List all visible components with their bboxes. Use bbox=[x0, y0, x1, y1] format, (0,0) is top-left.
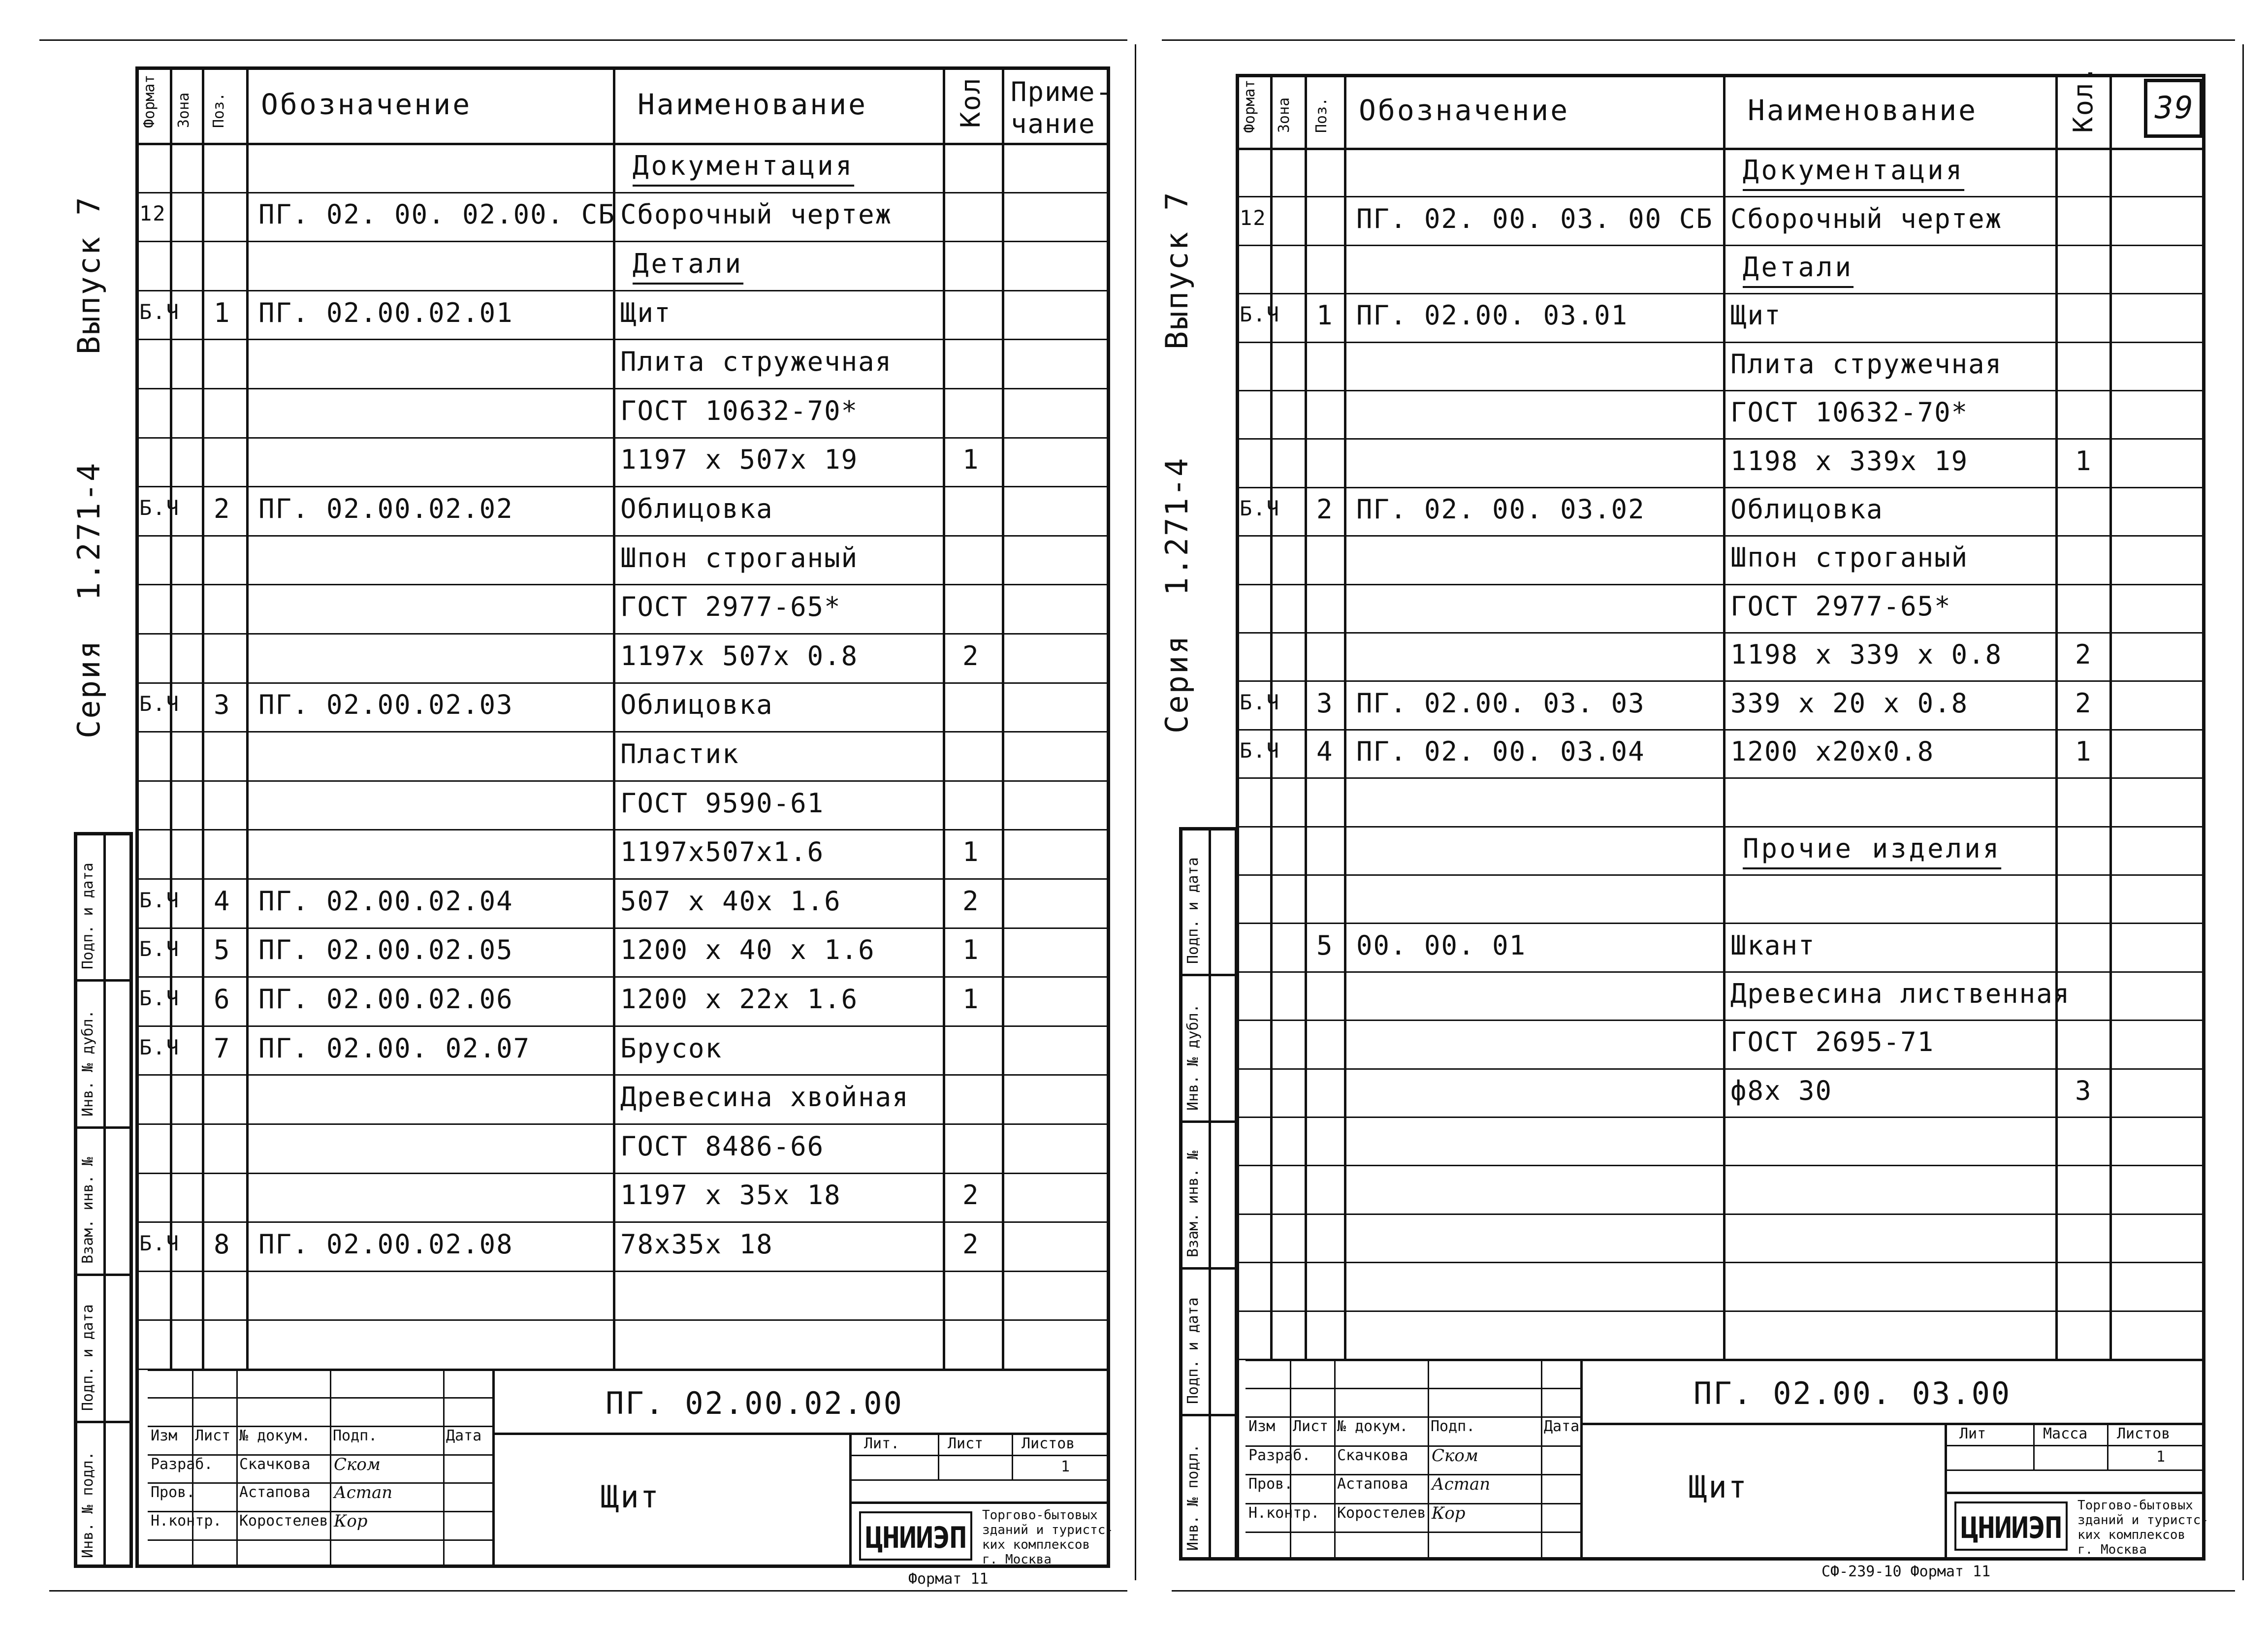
signature: Астап bbox=[334, 1483, 393, 1503]
row-rule bbox=[135, 682, 1110, 684]
title-col-head: Изм bbox=[151, 1427, 178, 1444]
row-name: 1198 x 339 x 0.8 bbox=[1730, 639, 2003, 670]
row-format: 12 bbox=[1240, 205, 1267, 230]
row-quantity: 2 bbox=[2075, 687, 2092, 719]
row-rule bbox=[1236, 777, 2205, 779]
row-designation: ПГ. 02. 00. 03.04 bbox=[1356, 736, 1645, 767]
sheet-right-edge bbox=[1135, 44, 1136, 1580]
row-position: 4 bbox=[1316, 736, 1334, 767]
row-name: Облицовка bbox=[1730, 494, 1884, 525]
strip-label: Инв. № дубл. bbox=[1184, 1004, 1202, 1111]
row-designation: ПГ. 02.00.02.01 bbox=[258, 297, 513, 328]
title-grid-col bbox=[1428, 1359, 1429, 1561]
row-rule bbox=[135, 339, 1110, 340]
row-rule bbox=[1236, 923, 2205, 924]
row-rule bbox=[135, 633, 1110, 635]
row-name: Щит bbox=[1730, 300, 1782, 331]
row-quantity: 1 bbox=[962, 836, 980, 868]
drawing-code: ПГ. 02.00.02.00 bbox=[606, 1385, 903, 1421]
title-col-head: № докум. bbox=[239, 1427, 311, 1444]
row-position: 3 bbox=[1316, 687, 1334, 719]
series-word-label: Серия bbox=[71, 639, 107, 738]
signature: Ском bbox=[334, 1454, 381, 1474]
row-position: 1 bbox=[1316, 300, 1334, 331]
signer-name: Скачкова bbox=[239, 1455, 311, 1473]
lit-col bbox=[1012, 1433, 1013, 1479]
row-rule bbox=[135, 731, 1110, 733]
series-word-label: Серия bbox=[1159, 634, 1195, 734]
title-col-head: № докум. bbox=[1337, 1418, 1408, 1436]
row-name: 1197 x 507x 19 bbox=[620, 444, 859, 476]
organisation-line: г. Москва bbox=[2077, 1542, 2147, 1557]
row-format: 12 bbox=[139, 201, 166, 226]
row-designation: ПГ. 02. 00. 02.00. СБ bbox=[258, 199, 615, 230]
lit-head: Листов bbox=[1022, 1435, 1075, 1452]
row-designation: ПГ. 02.00.02.08 bbox=[258, 1229, 513, 1260]
title-grid-col bbox=[1541, 1359, 1542, 1561]
row-rule bbox=[1236, 729, 2205, 731]
format-note: Формат 11 bbox=[908, 1570, 989, 1588]
row-format: Б.Ч bbox=[139, 1035, 180, 1059]
row-format: Б.Ч bbox=[139, 299, 180, 324]
section-heading: Прочие изделия bbox=[1743, 832, 2002, 864]
title-block-split bbox=[1580, 1359, 1583, 1561]
row-rule bbox=[135, 927, 1110, 929]
strip-rule bbox=[1179, 1120, 1238, 1123]
row-quantity: 2 bbox=[962, 1180, 980, 1211]
row-format: Б.Ч bbox=[139, 496, 180, 520]
row-rule bbox=[135, 290, 1110, 291]
signer-name: Астапова bbox=[1337, 1475, 1408, 1493]
title-grid-rule bbox=[1246, 1474, 1580, 1475]
organisation-line: ких комплексов bbox=[2077, 1528, 2186, 1542]
row-rule bbox=[1236, 535, 2205, 537]
lit-col bbox=[2033, 1423, 2035, 1469]
drawing-title: Щит bbox=[601, 1479, 660, 1515]
row-name: ГОСТ 2977-65* bbox=[620, 591, 841, 623]
row-rule bbox=[135, 192, 1110, 193]
issue-label: Выпуск 7 bbox=[71, 195, 107, 354]
row-designation: ПГ. 02.00.02.03 bbox=[258, 689, 513, 721]
strip-label: Инв. № подл. bbox=[79, 1451, 96, 1558]
header-name: Наименование bbox=[638, 87, 868, 121]
signature: Кор bbox=[1432, 1503, 1466, 1523]
header-zone: Зона bbox=[175, 92, 192, 128]
signer-role: Разраб. bbox=[151, 1455, 213, 1473]
lit-head: Лист bbox=[948, 1435, 984, 1452]
drawing-title: Щит bbox=[1689, 1469, 1748, 1505]
strip-label: Подп. и дата bbox=[1184, 857, 1202, 964]
row-quantity: 2 bbox=[2075, 639, 2092, 670]
signer-role: Пров. bbox=[151, 1484, 195, 1501]
section-heading: Документация bbox=[1743, 155, 1965, 186]
title-block-top bbox=[148, 1369, 1110, 1371]
strip-label: Подп. и дата bbox=[79, 1304, 96, 1411]
header-note: Приме-чание bbox=[1011, 76, 1113, 139]
row-quantity: 2 bbox=[962, 1229, 980, 1260]
row-format: Б.Ч bbox=[139, 888, 180, 912]
institute-logo: ЦНИИЭП bbox=[859, 1511, 972, 1561]
row-name: Шпон строганый bbox=[1730, 542, 1969, 574]
row-rule bbox=[1236, 487, 2205, 488]
sheet-top-edge bbox=[39, 39, 1127, 41]
row-rule bbox=[1236, 196, 2205, 197]
row-rule bbox=[135, 780, 1110, 782]
header-qty: Кол bbox=[955, 77, 986, 128]
row-position: 7 bbox=[214, 1032, 231, 1064]
signer-role: Разраб. bbox=[1248, 1446, 1311, 1464]
title-grid-col bbox=[443, 1369, 445, 1568]
lit-block-divider bbox=[849, 1433, 852, 1568]
row-rule bbox=[135, 1271, 1110, 1272]
row-format: Б.Ч bbox=[139, 692, 180, 716]
header-designation: Обозначение bbox=[261, 87, 472, 121]
row-name: Щит bbox=[620, 297, 671, 328]
row-rule bbox=[1236, 245, 2205, 246]
row-rule bbox=[1236, 1117, 2205, 1118]
strip-divider bbox=[1209, 827, 1211, 1561]
title-col-head: Лист bbox=[1293, 1418, 1329, 1436]
row-name: 1200 x 22x 1.6 bbox=[620, 984, 859, 1015]
lit-rule bbox=[1945, 1469, 2205, 1471]
header-name: Наименование bbox=[1748, 94, 1978, 127]
row-format: Б.Ч bbox=[1240, 738, 1280, 763]
header-format: Формат bbox=[1241, 79, 1258, 133]
lit-rule bbox=[849, 1455, 1110, 1456]
row-name: 78x35x 18 bbox=[620, 1229, 773, 1260]
row-quantity: 1 bbox=[962, 984, 980, 1015]
row-name: ГОСТ 10632-70* bbox=[1730, 397, 1969, 428]
sheet-right-edge bbox=[2242, 44, 2244, 1580]
row-position: 1 bbox=[214, 297, 231, 328]
series-number-label: 1.271-4 bbox=[1159, 456, 1195, 596]
title-grid-rule bbox=[148, 1482, 492, 1484]
lit-head: Масса bbox=[2043, 1425, 2088, 1442]
strip-label: Инв. № дубл. bbox=[79, 1010, 96, 1117]
row-name: 1198 x 339x 19 bbox=[1730, 445, 1969, 477]
organisation-line: Торгово-бытовых bbox=[2077, 1498, 2193, 1513]
row-designation: ПГ. 02.00.02.05 bbox=[258, 934, 513, 966]
row-quantity: 2 bbox=[962, 885, 980, 917]
row-name: ГОСТ 2695-71 bbox=[1730, 1026, 1935, 1058]
row-rule bbox=[135, 878, 1110, 880]
sheet-bottom-edge bbox=[1172, 1590, 2235, 1592]
title-col-head: Дата bbox=[1544, 1418, 1580, 1436]
title-grid-rule bbox=[1246, 1532, 1580, 1533]
row-quantity: 1 bbox=[962, 934, 980, 966]
strip-label: Взам. инв. № bbox=[79, 1157, 96, 1264]
row-rule bbox=[1236, 342, 2205, 343]
header-rule bbox=[1236, 148, 2205, 150]
row-rule bbox=[135, 829, 1110, 830]
row-format: Б.Ч bbox=[1240, 302, 1280, 327]
row-name: Сборочный чертеж bbox=[620, 199, 893, 230]
lit-col bbox=[938, 1433, 939, 1479]
signer-name: Скачкова bbox=[1337, 1446, 1408, 1464]
title-grid-rule bbox=[148, 1397, 492, 1399]
row-rule bbox=[135, 1025, 1110, 1027]
row-name: Пластик bbox=[620, 738, 739, 769]
signer-name: Коростелев bbox=[239, 1512, 328, 1530]
row-quantity: 1 bbox=[962, 444, 980, 476]
header-designation: Обозначение bbox=[1359, 94, 1570, 127]
row-format: Б.Ч bbox=[1240, 496, 1280, 520]
strip-divider bbox=[103, 832, 106, 1568]
row-name: Брусок bbox=[620, 1032, 723, 1064]
spec-table-frame bbox=[1236, 74, 2205, 1561]
strip-label: Подп. и дата bbox=[1184, 1297, 1202, 1404]
lit-rule bbox=[1945, 1492, 2205, 1494]
title-col-head: Подп. bbox=[333, 1427, 378, 1444]
row-rule bbox=[135, 388, 1110, 389]
header-rule bbox=[135, 143, 1110, 145]
signer-name: Астапова bbox=[239, 1484, 311, 1501]
row-rule bbox=[135, 1074, 1110, 1076]
row-quantity: 3 bbox=[2075, 1075, 2092, 1106]
format-note: СФ-239-10 Формат 11 bbox=[1821, 1563, 1991, 1580]
row-name: ГОСТ 2977-65* bbox=[1730, 590, 1951, 622]
lit-col bbox=[2107, 1423, 2108, 1469]
title-grid-col bbox=[330, 1369, 331, 1568]
header-qty: Кол. bbox=[2068, 64, 2099, 133]
signature: Ском bbox=[1432, 1445, 1478, 1466]
row-name: Плита стружечная bbox=[1730, 348, 2003, 380]
row-rule bbox=[1236, 1020, 2205, 1021]
row-designation: ПГ. 02.00.02.04 bbox=[258, 885, 513, 917]
title-grid-rule bbox=[148, 1539, 492, 1541]
page-number: 39 bbox=[2155, 90, 2195, 126]
title-block-top bbox=[1246, 1359, 2205, 1361]
strip-label: Инв. № подл. bbox=[1184, 1444, 1202, 1551]
header-pos: Поз. bbox=[1313, 97, 1330, 133]
row-rule bbox=[1236, 826, 2205, 828]
header-pos: Поз. bbox=[210, 92, 227, 128]
row-name: Облицовка bbox=[620, 689, 773, 721]
signer-role: Н.контр. bbox=[1248, 1504, 1320, 1522]
row-name: 1200 x20x0.8 bbox=[1730, 736, 1935, 767]
row-format: Б.Ч bbox=[1240, 690, 1280, 714]
title-grid-col bbox=[236, 1369, 238, 1568]
strip-rule bbox=[74, 1421, 133, 1423]
sheets-count: 1 bbox=[2156, 1448, 2166, 1466]
strip-rule bbox=[74, 1274, 133, 1276]
row-designation: ПГ. 02.00.02.06 bbox=[258, 984, 513, 1015]
row-rule bbox=[1236, 390, 2205, 391]
row-designation: ПГ. 02.00. 03. 03 bbox=[1356, 687, 1645, 719]
row-format: Б.Ч bbox=[139, 937, 180, 961]
title-grid-col bbox=[1334, 1359, 1336, 1561]
row-rule bbox=[135, 584, 1110, 585]
row-position: 8 bbox=[214, 1229, 231, 1260]
section-heading: Детали bbox=[1743, 252, 1854, 283]
row-position: 5 bbox=[1316, 929, 1334, 961]
row-designation: ПГ. 02. 00. 03.02 bbox=[1356, 494, 1645, 525]
row-rule bbox=[1236, 874, 2205, 876]
row-name: ГОСТ 10632-70* bbox=[620, 395, 859, 426]
section-heading: Документация bbox=[633, 150, 855, 181]
strip-rule bbox=[1179, 974, 1238, 976]
row-format: Б.Ч bbox=[139, 1231, 180, 1255]
row-designation: ПГ. 02.00. 03.01 bbox=[1356, 300, 1629, 331]
row-rule bbox=[135, 241, 1110, 242]
signer-role: Пров. bbox=[1248, 1475, 1293, 1493]
strip-label: Взам. инв. № bbox=[1184, 1150, 1202, 1257]
sheets-count: 1 bbox=[1061, 1458, 1070, 1475]
title-col-head: Подп. bbox=[1431, 1418, 1475, 1436]
row-name: Облицовка bbox=[620, 493, 773, 524]
strip-rule bbox=[1179, 1267, 1238, 1270]
row-name: Древесина хвойная bbox=[620, 1082, 909, 1113]
lit-head: Листов bbox=[2117, 1425, 2171, 1442]
row-name: Плита стружечная bbox=[620, 346, 893, 378]
organisation-line: зданий и туристс- bbox=[2077, 1513, 2209, 1528]
row-rule bbox=[1236, 293, 2205, 294]
sheet-top-edge bbox=[1162, 39, 2235, 41]
row-position: 5 bbox=[214, 934, 231, 966]
strip-rule bbox=[1179, 1414, 1238, 1416]
row-position: 6 bbox=[214, 984, 231, 1015]
strip-rule bbox=[74, 979, 133, 982]
signature: Кор bbox=[334, 1511, 368, 1532]
title-code-rule bbox=[492, 1433, 1110, 1435]
row-rule bbox=[1236, 1165, 2205, 1166]
row-name: 1197x507x1.6 bbox=[620, 836, 825, 868]
row-rule bbox=[1236, 584, 2205, 585]
row-rule bbox=[1236, 438, 2205, 440]
row-position: 2 bbox=[1316, 494, 1334, 525]
row-rule bbox=[1236, 971, 2205, 973]
row-rule bbox=[1236, 1068, 2205, 1070]
row-quantity: 2 bbox=[962, 640, 980, 671]
title-col-head: Дата bbox=[446, 1427, 482, 1444]
lit-head: Лит. bbox=[864, 1435, 900, 1452]
drawing-code: ПГ. 02.00. 03.00 bbox=[1693, 1375, 2012, 1411]
title-code-rule bbox=[1580, 1423, 2205, 1425]
title-col-head: Изм bbox=[1248, 1418, 1276, 1436]
row-rule bbox=[135, 1123, 1110, 1125]
title-col-head: Лист bbox=[195, 1427, 231, 1444]
series-number-label: 1.271-4 bbox=[71, 461, 107, 601]
row-rule bbox=[135, 1221, 1110, 1223]
signer-role: Н.контр. bbox=[151, 1512, 222, 1530]
sheet-bottom-edge bbox=[49, 1590, 1127, 1592]
row-position: 3 bbox=[214, 689, 231, 721]
row-rule bbox=[1236, 1213, 2205, 1215]
row-designation: ПГ. 02.00. 02.07 bbox=[258, 1032, 531, 1064]
lit-rule bbox=[1945, 1445, 2205, 1446]
row-rule bbox=[1236, 680, 2205, 682]
row-designation: 00. 00. 01 bbox=[1356, 929, 1527, 961]
row-name: Сборочный чертеж bbox=[1730, 203, 2003, 234]
strip-rule bbox=[74, 1126, 133, 1129]
title-block-split bbox=[492, 1369, 495, 1568]
row-rule bbox=[135, 976, 1110, 978]
row-format: Б.Ч bbox=[139, 986, 180, 1010]
row-rule bbox=[1236, 632, 2205, 634]
lit-rule bbox=[849, 1501, 1110, 1504]
row-name: Древесина лиственная bbox=[1730, 978, 2071, 1009]
row-rule bbox=[1236, 1310, 2205, 1312]
row-designation: ПГ. 02. 00. 03. 00 СБ bbox=[1356, 203, 1713, 234]
row-name: 1200 x 40 x 1.6 bbox=[620, 934, 875, 966]
signer-name: Коростелев bbox=[1337, 1504, 1426, 1522]
row-name: 339 x 20 x 0.8 bbox=[1730, 687, 1969, 719]
section-heading: Детали bbox=[633, 248, 744, 279]
row-rule bbox=[135, 1319, 1110, 1321]
organisation-line: Торгово-бытовых bbox=[982, 1508, 1098, 1523]
strip-label: Подп. и дата bbox=[79, 862, 96, 969]
header-format: Формат bbox=[141, 74, 158, 128]
row-name: ГОСТ 9590-61 bbox=[620, 787, 825, 819]
row-rule bbox=[135, 437, 1110, 439]
issue-label: Выпуск 7 bbox=[1159, 191, 1195, 350]
institute-logo: ЦНИИЭП bbox=[1954, 1501, 2068, 1551]
row-name: 1197x 507x 0.8 bbox=[620, 640, 859, 671]
row-designation: ПГ. 02.00.02.02 bbox=[258, 493, 513, 524]
row-name: Шкант bbox=[1730, 929, 1816, 961]
row-position: 2 bbox=[214, 493, 231, 524]
row-name: 507 x 40x 1.6 bbox=[620, 885, 841, 917]
header-zone: Зона bbox=[1276, 97, 1293, 133]
row-position: 4 bbox=[214, 885, 231, 917]
row-name: 1197 x 35x 18 bbox=[620, 1180, 841, 1211]
row-quantity: 1 bbox=[2075, 736, 2092, 767]
lit-head: Лит bbox=[1959, 1425, 1986, 1442]
organisation-line: ких комплексов bbox=[982, 1537, 1090, 1552]
row-name: ГОСТ 8486-66 bbox=[620, 1130, 825, 1162]
row-rule bbox=[135, 535, 1110, 537]
organisation-line: г. Москва bbox=[982, 1552, 1052, 1567]
organisation-line: зданий и туристс- bbox=[982, 1523, 1114, 1537]
row-rule bbox=[135, 1173, 1110, 1174]
row-name: ф8x 30 bbox=[1730, 1075, 1833, 1106]
lit-rule bbox=[849, 1479, 1110, 1481]
row-rule bbox=[135, 486, 1110, 487]
row-rule bbox=[1236, 1262, 2205, 1263]
row-quantity: 1 bbox=[2075, 445, 2092, 477]
title-grid-rule bbox=[1246, 1388, 1580, 1389]
signature: Астап bbox=[1432, 1474, 1491, 1495]
row-name: Шпон строганый bbox=[620, 542, 859, 574]
